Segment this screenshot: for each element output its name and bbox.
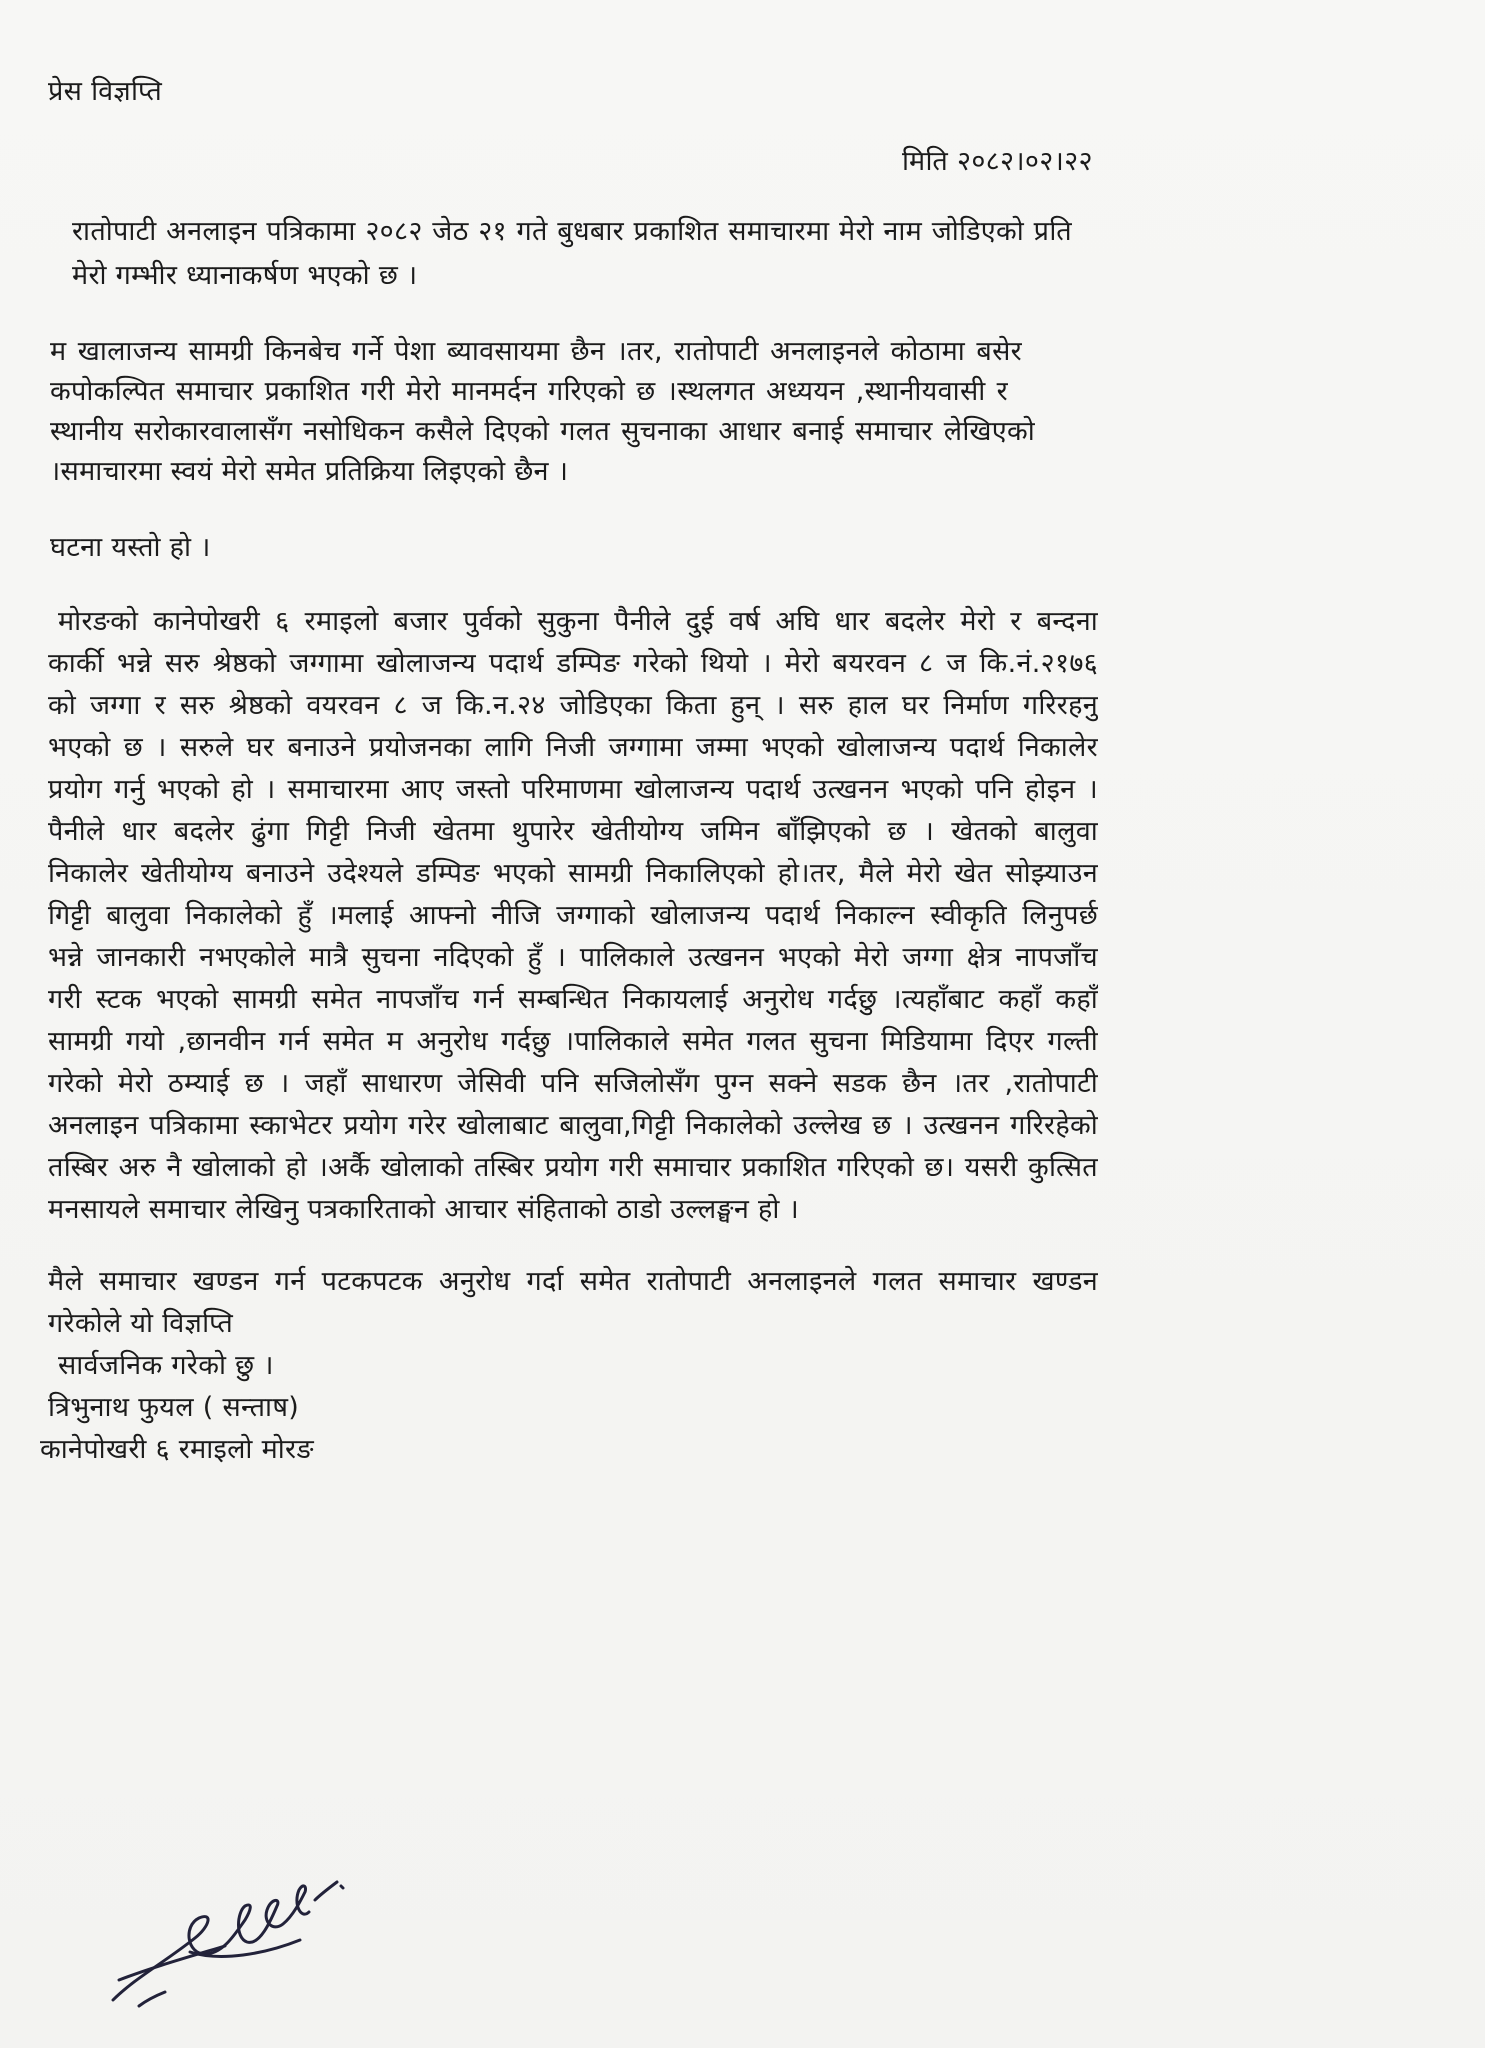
intro-line: मेरो गम्भीर ध्यानाकर्षण भएको छ । bbox=[72, 260, 418, 291]
paragraph-line: कपोकल्पित समाचार प्रकाशित गरी मेरो मानमर्दन गरिएको छ ।स्थलगत अध्ययन ,स्थानीयवासी र bbox=[50, 376, 1008, 407]
paragraph-line: मोरङको कानेपोखरी ६ रमाइलो बजार पुर्वको सुकुना पैनीले दुई वर्ष अघि धार बदलेर मेरो र बन्दना bbox=[58, 606, 1098, 637]
author-address: कानेपोखरी ६ रमाइलो मोरङ bbox=[40, 1434, 314, 1465]
paragraph-line: तस्बिर अरु नै खोलाको हो ।अर्कै खोलाको तस्बिर प्रयोग गरी समाचार प्रकाशित गरिएको छ। यसरी कुत्सित bbox=[48, 1152, 1098, 1183]
paragraph-line: मैले समाचार खण्डन गर्न पटकपटक अनुरोध गर्दा समेत रातोपाटी अनलाइनले गलत समाचार खण्डन bbox=[48, 1266, 1098, 1297]
paragraph-line: पैनीले धार बदलेर ढुंगा गिट्टी निजी खेतमा थुपारेर खेतीयोग्य जमिन बाँझिएको छ । खेतको बालुवा bbox=[48, 816, 1098, 847]
paragraph-line: ।समाचारमा स्वयं मेरो समेत प्रतिक्रिया लिइएको छैन । bbox=[50, 456, 569, 487]
paragraph-line: सार्वजनिक गरेको छु । bbox=[58, 1350, 274, 1381]
paragraph-line: सामग्री गयो ,छानवीन गर्न समेत म अनुरोध गर्दछु ।पालिकाले समेत गलत सुचना मिडियामा दिएर गल्ती bbox=[48, 1026, 1098, 1057]
document-heading: प्रेस विज्ञप्ति bbox=[48, 76, 163, 107]
paragraph-line: म खालाजन्य सामग्री किनबेच गर्ने पेशा ब्यावसायमा छैन ।तर, रातोपाटी अनलाइनले कोठामा बसेर bbox=[50, 336, 1022, 367]
paragraph-line: गिट्टी बालुवा निकालेको हुँ ।मलाई आफ्नो नीजि जग्गाको खोलाजन्य पदार्थ निकाल्न स्वीकृति लिनुपर्छ bbox=[48, 900, 1098, 931]
paragraph-line: प्रयोग गर्नु भएको हो । समाचारमा आए जस्तो परिमाणमा खोलाजन्य पदार्थ उत्खनन भएको पनि होइन । bbox=[48, 774, 1098, 805]
paragraph-line: निकालेर खेतीयोग्य बनाउने उदेश्यले डम्पिङ भएको सामग्री निकालिएको हो।तर, मैले मेरो खेत सोझ्याउन bbox=[48, 858, 1098, 889]
event-intro: घटना यस्तो हो । bbox=[50, 532, 211, 563]
paragraph-line: स्थानीय सरोकारवालासँग नसोधिकन कसैले दिएको गलत सुचनाका आधार बनाई समाचार लेखिएको bbox=[50, 416, 1035, 447]
paragraph-line: गरी स्टक भएको सामग्री समेत नापजाँच गर्न सम्बन्धित निकायलाई अनुरोध गर्दछु ।त्यहाँबाट कहाँ कहाँ bbox=[48, 984, 1098, 1015]
signature-image bbox=[95, 1850, 355, 2020]
author-name: त्रिभुनाथ फुयल ( सन्ताष) bbox=[48, 1392, 300, 1423]
date-line: मिति २०८२।०२।२२ bbox=[902, 146, 1093, 177]
paragraph-line: कार्की भन्ने सरु श्रेष्ठको जग्गामा खोलाजन्य पदार्थ डम्पिङ गरेको थियो । मेरो बयरवन ८ ज कि.नं.२१७६ bbox=[48, 648, 1098, 679]
intro-line: रातोपाटी अनलाइन पत्रिकामा २०८२ जेठ २१ गते बुधबार प्रकाशित समाचारमा मेरो नाम जोडिएको प्रति bbox=[72, 216, 1072, 247]
paragraph-line: भन्ने जानकारी नभएकोले मात्रै सुचना नदिएको हुँ । पालिकाले उत्खनन भएको मेरो जग्गा क्षेत्र नापजाँच bbox=[48, 942, 1098, 973]
paragraph-line: अनलाइन पत्रिकामा स्काभेटर प्रयोग गरेर खोलाबाट बालुवा,गिट्टी निकालेको उल्लेख छ । उत्खनन गरिरहेको bbox=[48, 1110, 1098, 1141]
paragraph-line: को जग्गा र सरु श्रेष्ठको वयरवन ८ ज कि.न.२४ जोडिएका किता हुन् । सरु हाल घर निर्माण गरिरहनु bbox=[48, 690, 1098, 721]
paragraph-line: गरेकोले यो विज्ञप्ति bbox=[48, 1308, 234, 1339]
paragraph-line: गरेको मेरो ठम्याई छ । जहाँ साधारण जेसिवी पनि सजिलोसँग पुग्न सक्ने सडक छैन ।तर ,रातोपाटी bbox=[48, 1068, 1098, 1099]
paragraph-line: भएको छ । सरुले घर बनाउने प्रयोजनका लागि निजी जग्गामा जम्मा भएको खोलाजन्य पदार्थ निकालेर bbox=[48, 732, 1098, 763]
paragraph-line: मनसायले समाचार लेखिनु पत्रकारिताको आचार संहिताको ठाडो उल्लङ्घन हो । bbox=[48, 1194, 800, 1225]
